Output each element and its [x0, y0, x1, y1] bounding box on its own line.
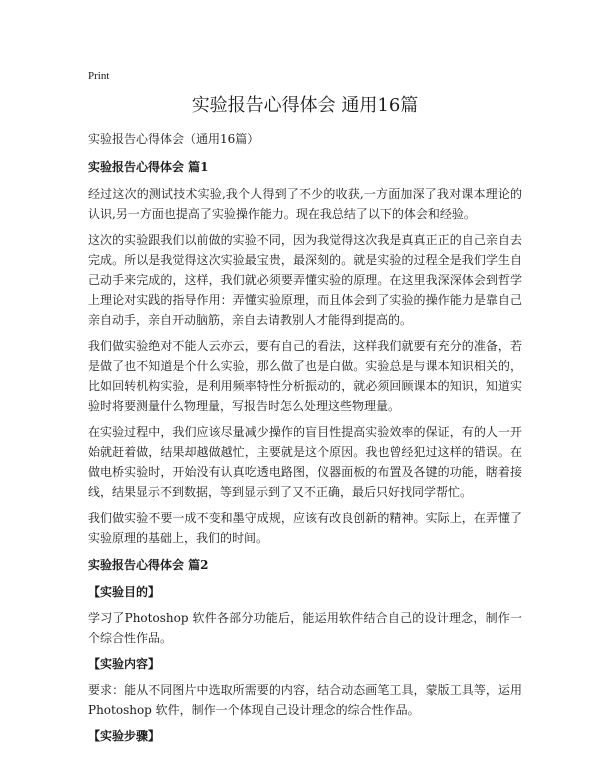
paragraph: 经过这次的测试技术实验,我个人得到了不少的收获,一方面加深了我对课本理论的认识,另一方面也提高了实验操作能力。现在我总结了以下的体会和经验。 [88, 187, 522, 221]
subheading-content: 【实验内容】 [88, 657, 161, 671]
paragraph: 这次的实验跟我们以前做的实验不同，因为我觉得这次我是真真正正的自己亲自去完成。所以是我觉得这次实验最宝贵，最深刻的。就是实验的过程全是我们学生自己动手来完成的，这样，我们就必须要弄懂实验的原理。在这里我深深体会到哲学上理论对实践的指导作用：弄懂实验原理，而且体会到了实验的操作能力是靠自己亲自动手，亲自开动脑筋，亲自去请教别人才能得到提高的。 [88, 233, 522, 327]
paragraph: 在实验过程中，我们应该尽量减少操作的盲目性提高实验效率的保证，有的人一开始就赶着做，结果却越做越忙，主要就是这个原因。我也曾经犯过这样的错误。在做电桥实验时，开始没有认真吃透电路图，仪器面板的布置及各键的功能，瞎着接线，结果显示不到数据，等到显示到了又不正确，最后只好找同学帮忙。 [88, 425, 522, 499]
paragraph: 我们做实验绝对不能人云亦云，要有自己的看法，这样我们就要有充分的准备，若是做了也不知道是个什么实验，那么做了也是白做。实验总是与课本知识相关的，比如回转机构实验，是利用频率特性分析振动的，就必须回顾课本的知识，知道实验时将要测量什么物理量，写报告时怎么处理这些物理量。 [88, 339, 522, 413]
subheading-purpose: 【实验目的】 [88, 585, 161, 599]
print-link[interactable]: Print [88, 70, 110, 82]
document-page [88, 70, 522, 752]
paragraph: 要求：能从不同图片中选取所需要的内容，结合动态画笔工具，蒙版工具等，运用Photoshop 软件，制作一个体现自己设计理念的综合性作品。 [88, 683, 522, 717]
document-subtitle: 实验报告心得体会（通用16篇） [88, 132, 260, 146]
section-heading-2: 实验报告心得体会 篇2 [88, 558, 209, 572]
paragraph: 学习了Photoshop 软件各部分功能后，能运用软件结合自己的设计理念，制作一个综合性作品。 [88, 611, 522, 645]
section-heading-1: 实验报告心得体会 篇1 [88, 160, 209, 174]
page-title: 实验报告心得体会 通用16篇 [191, 95, 419, 116]
subheading-steps: 【实验步骤】 [88, 729, 161, 743]
paragraph: 我们做实验不要一成不变和墨守成规，应该有改良创新的精神。实际上，在弄懂了实验原理的基础上，我们的时间。 [88, 511, 522, 545]
